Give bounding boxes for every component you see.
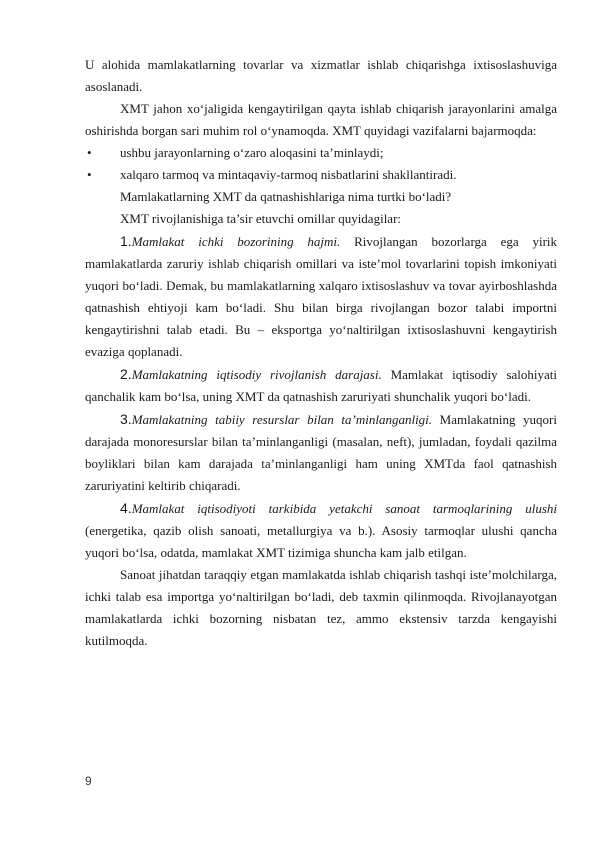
factor-number: 1. [120,233,132,249]
paragraph-conclusion: Sanoat jihatdan taraqqiy etgan mamlakatda ishlab chiqarish tashqi iste’molchilarga, ichki talab esa importga yo‘naltirilgan bo‘ladi, deb taxmin qilinmoqda. Rivojlanayotgan mamlakatlarda ichki bozorning nisbatan tez, ammo ekstensiv tarzda kengayishi kutilmoqda. [85,567,557,648]
factor-item [85,230,557,363]
paragraph-factors-intro: XMT rivojlanishiga ta’sir etuvchi omillar quyidagilar: [120,211,402,226]
factor-title: Mamlakatning tabiiy resurslar bilan ta’minlanganligi. [131,412,433,427]
paragraph-question: Mamlakatlarning XMT da qatnashishlariga nima turtki bo‘ladi? [120,189,452,204]
factor-title: Mamlakat ichki bozorining hajmi. [131,234,341,249]
bullet-icon: • [87,167,92,182]
factor-number: 3. [120,411,132,427]
factor-text: (energetika, qazib olish sanoati, metallurgiya va b.). Asosiy tarmoqlar ulushi qancha yuqori bo‘lsa, odatda, mamlakat XMT tizimiga shuncha kam jalb etilgan. [85,523,557,560]
bullet-text: xalqaro tarmoq va mintaqaviy-tarmoq nisbatlarini shakllantiradi. [120,167,457,182]
factor-item [85,408,557,497]
factor-text: Rivojlangan bozorlarga ega yirik mamlakatlarda zaruriy ishlab chiqarish omillari va iste’mol tovarlarini topish imkoniyati yuqori bo‘ladi. Demak, bu mamlakatlarning xalqaro ixtisoslashuv va tovar ayirboshlashda qatnashish ehtiyoji kam bo‘ladi. Shu bilan birga rivojlangan bozor talabi importni kengaytirishni talab etadi. Bu – eksportga yo‘naltirilgan ixtisoslashuvni kengaytirish evaziga qoplanadi. [85,234,558,359]
bullet-text: ushbu jarayonlarning o‘zaro aloqasini ta’minlaydi; [120,145,384,160]
factor-title: Mamlakat iqtisodiyoti tarkibida yetakchi sanoat tarmoqlarining ulushi [131,501,557,516]
factor-item [85,363,557,408]
page-number: 9 [85,774,92,788]
factor-item [85,497,557,564]
factor-number: 2. [120,366,132,382]
document-body [85,54,557,652]
bullet-item [85,164,557,186]
paragraph-intro: U alohida mamlakatlarning tovarlar va xizmatlar ishlab chiqarishga ixtisoslashuviga asoslanadi. [85,57,557,94]
bullet-icon: • [87,145,92,160]
bullet-list [85,142,557,186]
factor-text: Mamlakatning yuqori darajada monoresurslar bilan ta’minlanganligi (masalan, neft), jumladan, foydali qazilma boyliklari bilan kam darajada ta’minlanganligi ham uning XMTda faol qatnashish zaruriyatini keltirib chiqaradi. [85,412,557,493]
paragraph-xmt-role: XMT jahon xo‘jaligida kengaytirilgan qayta ishlab chiqarish jarayonlarini amalga oshirishda borgan sari muhim rol o‘ynamoqda. XMT quyidagi vazifalarni bajarmoqda: [85,101,557,138]
bullet-item [85,142,557,164]
factor-title: Mamlakatning iqtisodiy rivojlanish darajasi. [131,367,382,382]
factor-number: 4. [120,500,132,516]
factor-text: Mamlakat iqtisodiy salohiyati qanchalik kam bo‘lsa, uning XMT da qatnashish zaruriyati shunchalik yuqori bo‘ladi. [85,367,558,404]
